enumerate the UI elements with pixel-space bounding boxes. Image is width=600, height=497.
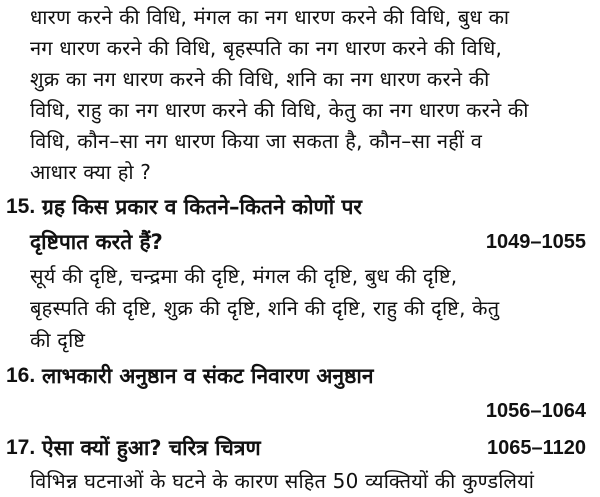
page-range: 1049–1055 bbox=[485, 231, 586, 253]
section-body-line: बृहस्पति की दृष्टि, शुक्र की दृष्टि, शनि की दृष्टि, राहु की दृष्टि, केतु bbox=[30, 296, 500, 320]
section-number: 16. bbox=[6, 364, 36, 387]
intro-line: नग धारण करने की विधि, बृहस्पति का नग धारण करने की विधि, bbox=[30, 36, 503, 60]
section-number: 17. bbox=[6, 436, 36, 459]
section-body-line: सूर्य की दृष्टि, चन्द्रमा की दृष्टि, मंगल की दृष्टि, बुध की दृष्टि, bbox=[30, 264, 458, 288]
section-title-cont: दृष्टिपात करते हैं? bbox=[30, 230, 163, 254]
intro-line: शुक्र का नग धारण करने की विधि, शनि का नग धारण करने की bbox=[30, 67, 490, 91]
page-range: 1065–1120 bbox=[486, 437, 586, 459]
intro-line: विधि, राहु का नग धारण करने की विधि, केतु का नग धारण करने की bbox=[30, 98, 529, 122]
page-range: 1056–1064 bbox=[485, 400, 586, 422]
intro-line: विधि, कौन–सा नग धारण किया जा सकता है, कौन–सा नहीं व bbox=[30, 129, 483, 153]
intro-line: धारण करने की विधि, मंगल का नग धारण करने की विधि, बुध का bbox=[30, 5, 510, 29]
section-title: लाभकारी अनुष्ठान व संकट निवारण अनुष्ठान bbox=[42, 364, 374, 388]
section-body-line: की दृष्टि bbox=[30, 328, 86, 352]
section-body-line: विभिन्न घटनाओं के घटने के कारण सहित 50 व्यक्तियों की कुण्डलियां bbox=[30, 469, 535, 493]
section-number: 15. bbox=[6, 195, 36, 218]
section-title: ग्रह किस प्रकार व कितने–कितने कोणों पर bbox=[42, 195, 362, 219]
section-title: ऐसा क्यों हुआ? चरित्र चित्रण bbox=[42, 436, 261, 460]
intro-line: आधार क्या हो ? bbox=[30, 160, 152, 184]
